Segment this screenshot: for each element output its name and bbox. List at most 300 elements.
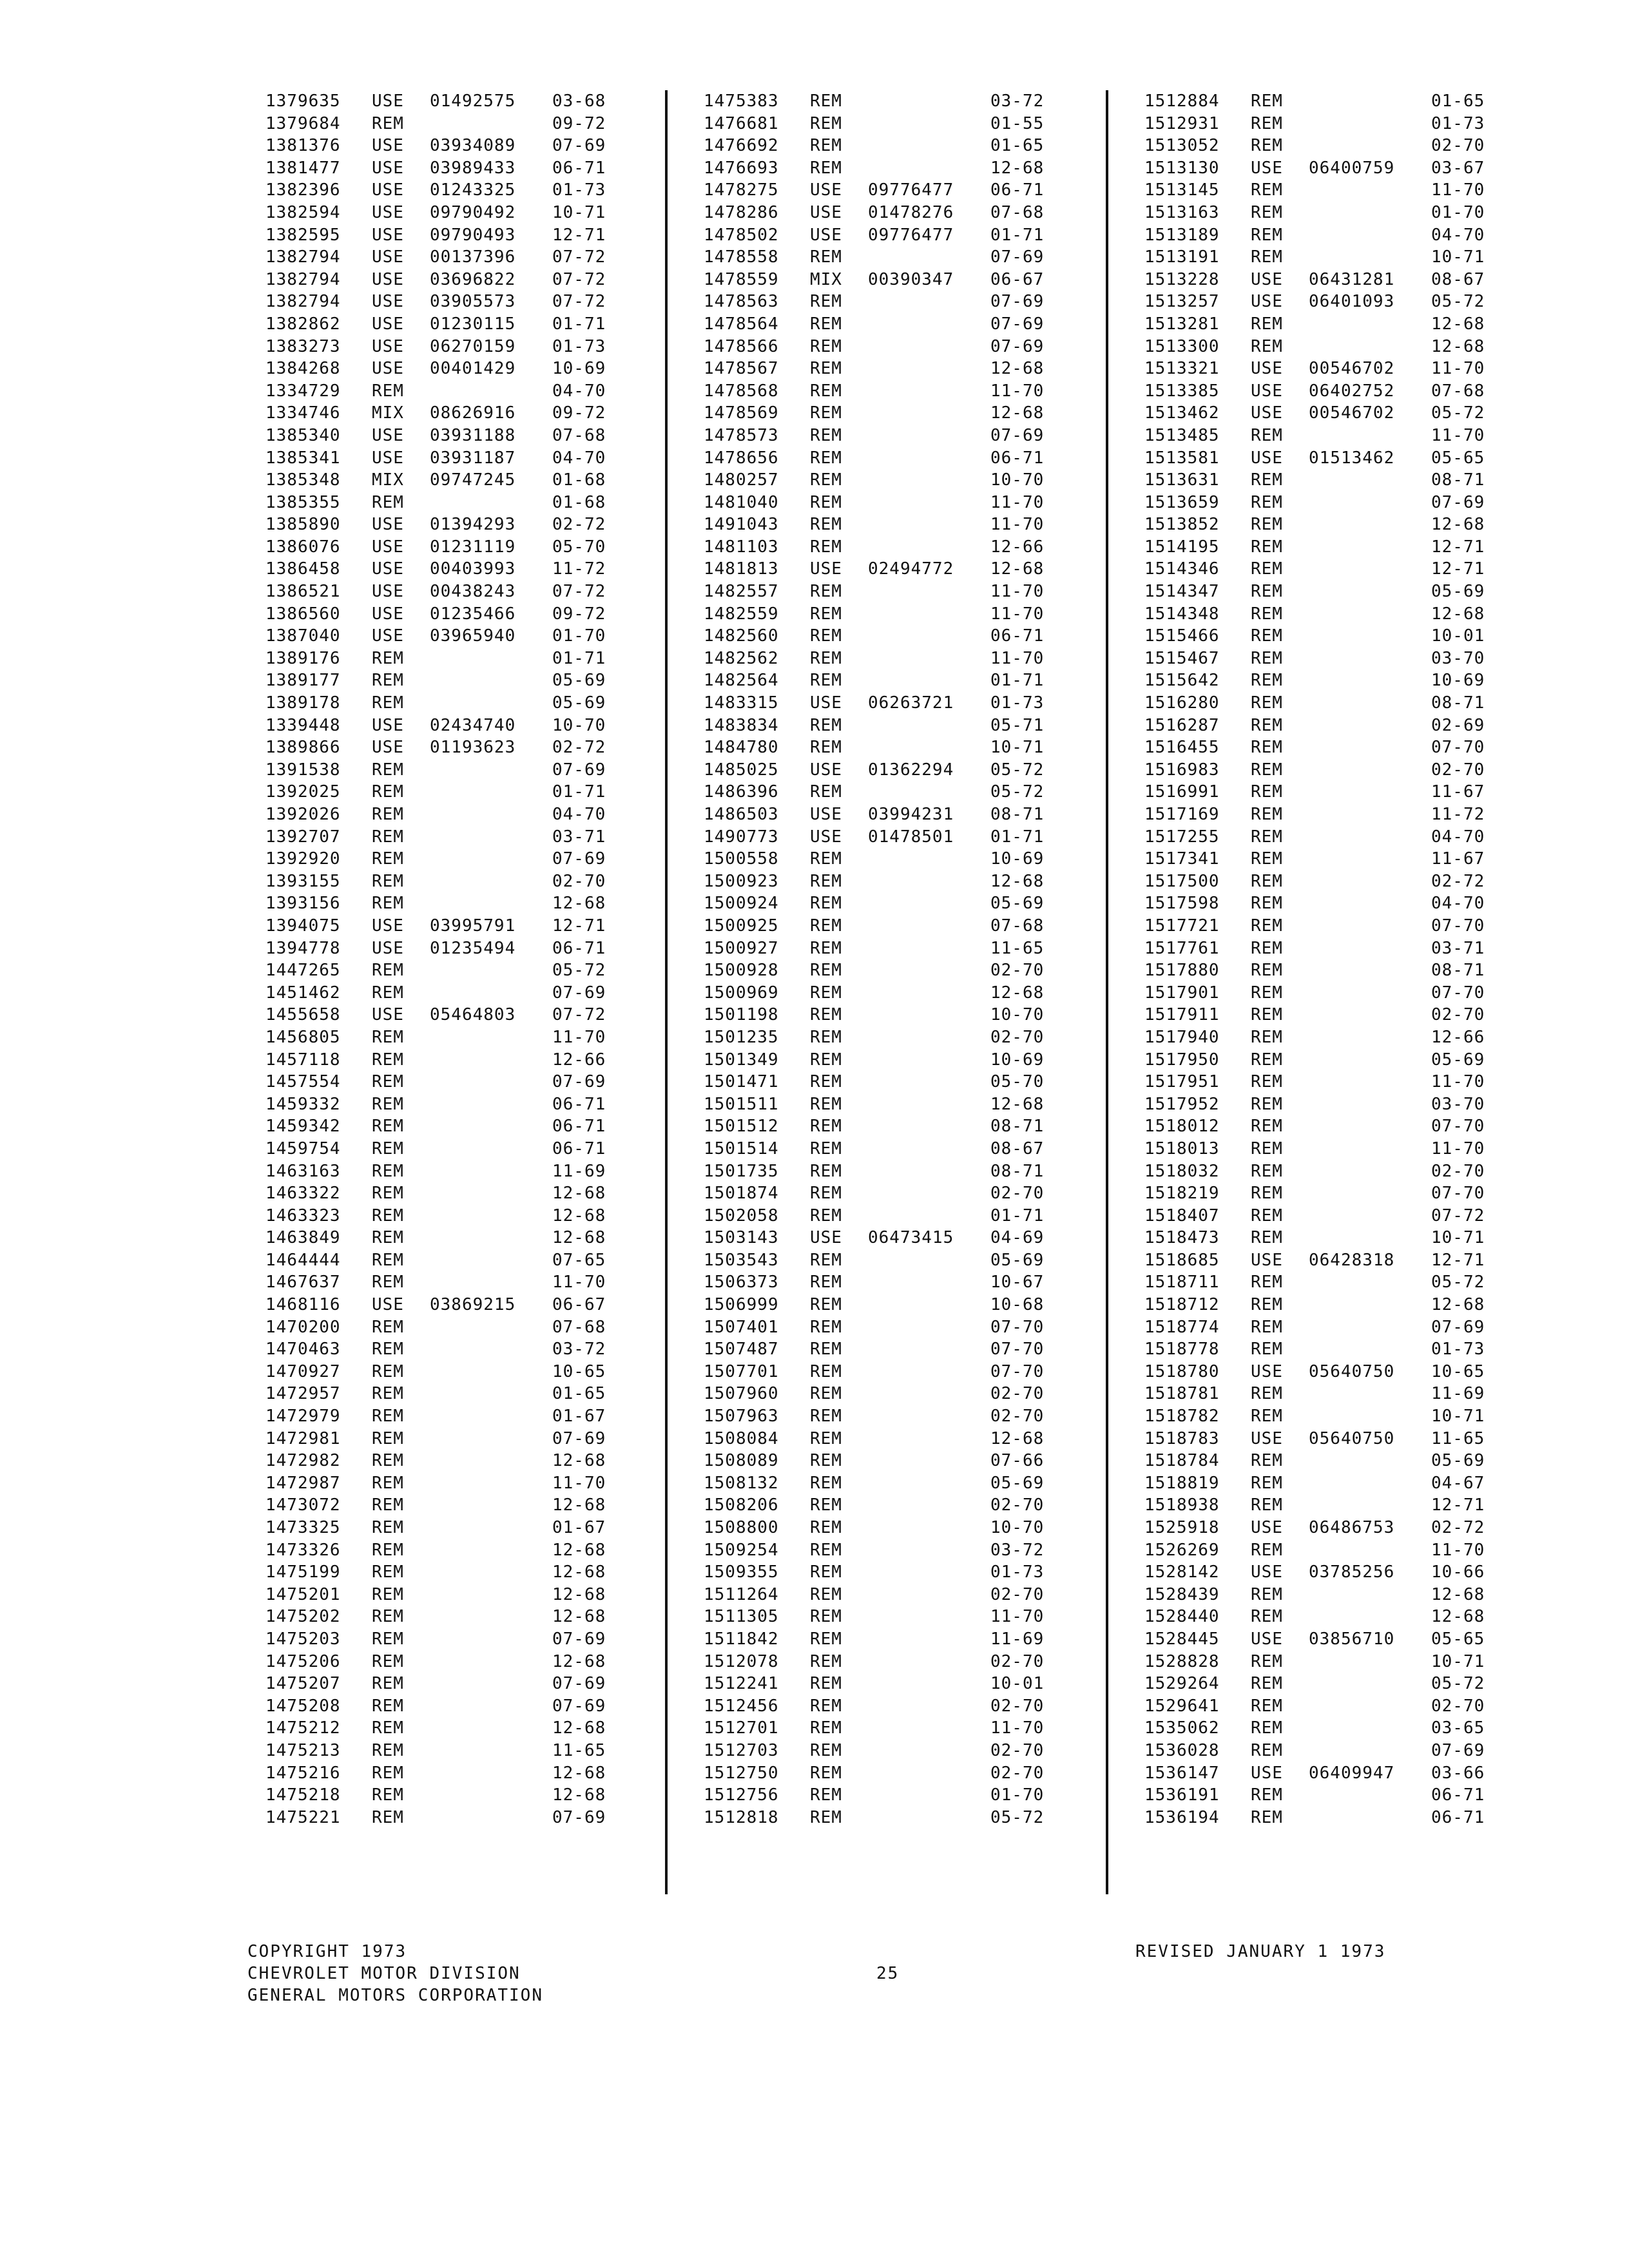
date-code: 08-71: [1431, 961, 1485, 981]
part-number: 1478569: [704, 403, 779, 423]
part-number: 1478573: [704, 425, 779, 445]
date-code: 06-67: [552, 1295, 606, 1315]
status-code: REM: [810, 113, 842, 133]
date-code: 07-69: [1431, 492, 1485, 512]
status-code: REM: [810, 1050, 842, 1070]
table-row: [265, 313, 678, 336]
part-number: 1478567: [704, 359, 779, 379]
replacement-part: 01193623: [430, 738, 516, 758]
part-number: 1478566: [704, 336, 779, 356]
table-row: [1144, 246, 1557, 269]
date-code: 05-72: [990, 782, 1045, 802]
status-code: REM: [372, 871, 404, 891]
status-code: REM: [810, 1206, 842, 1225]
part-number: 1518012: [1144, 1117, 1220, 1137]
status-code: REM: [372, 1228, 404, 1248]
part-number: 1394778: [265, 938, 341, 958]
status-code: REM: [810, 247, 842, 267]
status-code: REM: [1251, 582, 1283, 602]
part-number: 1491043: [704, 515, 779, 535]
date-code: 07-69: [552, 136, 606, 156]
date-code: 12-66: [1431, 1027, 1485, 1047]
date-code: 02-70: [990, 1384, 1045, 1404]
table-row: [1144, 1584, 1557, 1606]
status-code: USE: [810, 225, 842, 245]
status-code: REM: [1251, 983, 1283, 1003]
part-number: 1455658: [265, 1005, 341, 1025]
status-code: REM: [810, 336, 842, 356]
status-code: REM: [372, 381, 404, 401]
status-code: REM: [1251, 693, 1283, 713]
table-row: [1144, 759, 1557, 782]
status-code: USE: [1251, 292, 1283, 312]
status-code: REM: [1251, 180, 1283, 200]
table-row: [1144, 1026, 1557, 1049]
date-code: 02-70: [990, 1763, 1045, 1783]
status-code: USE: [1251, 1250, 1283, 1270]
part-number: 1518774: [1144, 1317, 1220, 1337]
date-code: 07-72: [552, 269, 606, 289]
table-row: [704, 135, 1116, 157]
part-number: 1478564: [704, 314, 779, 334]
part-number: 1513852: [1144, 515, 1220, 535]
replacement-part: 03905573: [430, 292, 516, 312]
part-number: 1383273: [265, 336, 341, 356]
table-row: [1144, 1606, 1557, 1628]
date-code: 05-72: [990, 760, 1045, 780]
date-code: 02-70: [1431, 760, 1485, 780]
table-row: [704, 982, 1116, 1004]
status-code: REM: [1251, 1094, 1283, 1114]
status-code: REM: [372, 1540, 404, 1560]
part-number: 1486503: [704, 805, 779, 824]
date-code: 12-68: [990, 1094, 1045, 1114]
replacement-part: 03869215: [430, 1295, 516, 1315]
table-row: [265, 1628, 678, 1651]
status-code: USE: [372, 448, 404, 468]
date-code: 10-66: [1431, 1562, 1485, 1582]
status-code: REM: [1251, 470, 1283, 490]
table-row: [704, 425, 1116, 447]
table-row: [265, 581, 678, 603]
date-code: 11-69: [552, 1161, 606, 1181]
part-number: 1481813: [704, 559, 779, 579]
part-number: 1463163: [265, 1161, 341, 1181]
column-divider-1: [665, 90, 668, 1894]
status-code: USE: [372, 626, 404, 646]
table-row: [265, 291, 678, 313]
part-number: 1470200: [265, 1317, 341, 1337]
part-number: 1475213: [265, 1740, 341, 1760]
part-number: 1480257: [704, 470, 779, 490]
date-code: 04-67: [1431, 1473, 1485, 1493]
date-code: 11-65: [990, 938, 1045, 958]
column-divider-2: [1106, 90, 1108, 1894]
status-code: USE: [372, 559, 404, 579]
table-row: [265, 1383, 678, 1405]
status-code: REM: [372, 1785, 404, 1805]
table-row: [704, 892, 1116, 915]
date-code: 12-71: [1431, 537, 1485, 557]
status-code: REM: [810, 1607, 842, 1627]
status-code: REM: [810, 1273, 842, 1293]
part-number: 1502058: [704, 1206, 779, 1225]
status-code: REM: [1251, 849, 1283, 869]
table-row: [704, 669, 1116, 692]
table-row: [265, 1717, 678, 1740]
part-number: 1379684: [265, 113, 341, 133]
table-row: [704, 1584, 1116, 1606]
replacement-part: 06409947: [1309, 1763, 1395, 1783]
status-code: REM: [1251, 782, 1283, 802]
part-number: 1529641: [1144, 1696, 1220, 1716]
date-code: 01-70: [1431, 202, 1485, 222]
table-row: [1144, 336, 1557, 358]
status-code: REM: [1251, 1407, 1283, 1427]
table-row: [704, 1673, 1116, 1695]
status-code: REM: [1251, 671, 1283, 691]
table-row: [265, 1450, 678, 1472]
table-row: [1144, 380, 1557, 403]
table-row: [1144, 447, 1557, 470]
part-number: 1513631: [1144, 470, 1220, 490]
status-code: USE: [810, 1228, 842, 1248]
table-row: [265, 1004, 678, 1026]
status-code: REM: [810, 91, 842, 111]
date-code: 11-70: [1431, 1072, 1485, 1092]
table-row: [704, 380, 1116, 403]
status-code: REM: [1251, 1607, 1283, 1627]
date-code: 07-70: [1431, 1117, 1485, 1137]
date-code: 02-70: [990, 1584, 1045, 1604]
status-code: USE: [372, 292, 404, 312]
part-number: 1385348: [265, 470, 341, 490]
part-number: 1512703: [704, 1740, 779, 1760]
status-code: REM: [1251, 760, 1283, 780]
status-code: REM: [1251, 1384, 1283, 1404]
table-row: [1144, 1807, 1557, 1829]
replacement-part: 01231119: [430, 537, 516, 557]
table-row: [265, 1138, 678, 1160]
status-code: REM: [372, 1562, 404, 1582]
status-code: REM: [372, 1651, 404, 1671]
status-code: REM: [372, 1407, 404, 1427]
status-code: REM: [810, 938, 842, 958]
date-code: 07-70: [1431, 916, 1485, 936]
table-row: [704, 1606, 1116, 1628]
part-number: 1517500: [1144, 871, 1220, 891]
table-row: [265, 826, 678, 849]
part-number: 1509355: [704, 1562, 779, 1582]
status-code: REM: [810, 1361, 842, 1381]
part-number: 1472957: [265, 1384, 341, 1404]
table-row: [704, 826, 1116, 849]
date-code: 01-73: [1431, 113, 1485, 133]
status-code: REM: [1251, 492, 1283, 512]
date-code: 12-68: [552, 1651, 606, 1671]
date-code: 07-70: [1431, 1184, 1485, 1204]
part-number: 1478286: [704, 202, 779, 222]
status-code: USE: [372, 425, 404, 445]
date-code: 10-71: [1431, 247, 1485, 267]
status-code: REM: [810, 1317, 842, 1337]
table-row: [704, 536, 1116, 559]
table-row: [1144, 1294, 1557, 1316]
part-number: 1478563: [704, 292, 779, 312]
part-number: 1478275: [704, 180, 779, 200]
part-number: 1385340: [265, 425, 341, 445]
date-code: 07-70: [990, 1340, 1045, 1360]
replacement-part: 09747245: [430, 470, 516, 490]
status-code: REM: [810, 1785, 842, 1805]
table-row: [265, 1494, 678, 1517]
table-row: [1144, 892, 1557, 915]
table-row: [1144, 113, 1557, 135]
status-code: REM: [1251, 1584, 1283, 1604]
date-code: 10-69: [552, 359, 606, 379]
table-row: [704, 179, 1116, 202]
replacement-part: 06431281: [1309, 269, 1395, 289]
status-code: REM: [1251, 961, 1283, 981]
table-row: [1144, 781, 1557, 803]
table-row: [1144, 1071, 1557, 1093]
date-code: 11-70: [990, 582, 1045, 602]
status-code: REM: [372, 805, 404, 824]
table-row: [704, 1651, 1116, 1673]
date-code: 12-68: [552, 1763, 606, 1783]
date-code: 10-71: [990, 738, 1045, 758]
status-code: REM: [1251, 871, 1283, 891]
table-row: [704, 759, 1116, 782]
part-number: 1485025: [704, 760, 779, 780]
part-number: 1483834: [704, 715, 779, 735]
date-code: 03-72: [990, 1540, 1045, 1560]
table-row: [704, 269, 1116, 291]
part-number: 1512701: [704, 1718, 779, 1738]
date-code: 11-72: [552, 559, 606, 579]
table-row: [265, 358, 678, 380]
replacement-part: 05640750: [1309, 1361, 1395, 1381]
table-row: [1144, 648, 1557, 670]
status-code: REM: [810, 782, 842, 802]
table-row: [1144, 558, 1557, 581]
date-code: 04-70: [552, 448, 606, 468]
date-code: 11-70: [552, 1473, 606, 1493]
status-code: REM: [810, 849, 842, 869]
date-code: 12-66: [552, 1050, 606, 1070]
status-code: REM: [810, 492, 842, 512]
table-row: [1144, 1695, 1557, 1718]
part-number: 1517901: [1144, 983, 1220, 1003]
table-row: [1144, 603, 1557, 626]
replacement-part: 03994231: [868, 805, 954, 824]
status-code: REM: [372, 1718, 404, 1738]
status-code: USE: [1251, 403, 1283, 423]
status-code: REM: [372, 1629, 404, 1649]
date-code: 12-68: [1431, 1584, 1485, 1604]
status-code: REM: [372, 1607, 404, 1627]
status-code: REM: [372, 1740, 404, 1760]
table-row: [1144, 1205, 1557, 1227]
table-row: [704, 1628, 1116, 1651]
table-row: [265, 1316, 678, 1339]
date-code: 02-72: [1431, 871, 1485, 891]
status-code: REM: [810, 1094, 842, 1114]
replacement-part: 03989433: [430, 158, 516, 178]
status-code: REM: [1251, 1718, 1283, 1738]
status-code: USE: [1251, 1428, 1283, 1448]
status-code: REM: [810, 359, 842, 379]
replacement-part: 08626916: [430, 403, 516, 423]
table-row: [1144, 1717, 1557, 1740]
table-row: [1144, 937, 1557, 960]
part-number: 1482562: [704, 648, 779, 668]
status-code: REM: [810, 1562, 842, 1582]
date-code: 05-69: [552, 693, 606, 713]
part-number: 1528142: [1144, 1562, 1220, 1582]
part-number: 1478559: [704, 269, 779, 289]
date-code: 03-70: [1431, 1094, 1485, 1114]
part-number: 1389866: [265, 738, 341, 758]
part-number: 1516455: [1144, 738, 1220, 758]
table-row: [265, 781, 678, 803]
replacement-part: 00401429: [430, 359, 516, 379]
date-code: 04-69: [990, 1228, 1045, 1248]
replacement-part: 06270159: [430, 336, 516, 356]
date-code: 07-69: [552, 1696, 606, 1716]
date-code: 07-70: [990, 1361, 1045, 1381]
date-code: 11-67: [1431, 782, 1485, 802]
replacement-part: 06402752: [1309, 381, 1395, 401]
status-code: USE: [1251, 269, 1283, 289]
date-code: 06-71: [552, 1117, 606, 1137]
table-row: [704, 937, 1116, 960]
status-code: REM: [810, 1696, 842, 1716]
status-code: REM: [372, 492, 404, 512]
status-code: REM: [1251, 515, 1283, 535]
replacement-part: 03696822: [430, 269, 516, 289]
status-code: REM: [1251, 1785, 1283, 1805]
table-row: [265, 1539, 678, 1562]
status-code: REM: [1251, 1027, 1283, 1047]
date-code: 11-70: [990, 648, 1045, 668]
replacement-part: 02434740: [430, 715, 516, 735]
part-number: 1514346: [1144, 559, 1220, 579]
table-row: [265, 1561, 678, 1584]
date-code: 07-68: [552, 425, 606, 445]
part-number: 1482560: [704, 626, 779, 646]
part-number: 1512756: [704, 1785, 779, 1805]
status-code: REM: [1251, 1473, 1283, 1493]
part-number: 1476692: [704, 136, 779, 156]
part-number: 1518685: [1144, 1250, 1220, 1270]
status-code: REM: [810, 1117, 842, 1137]
part-number: 1473326: [265, 1540, 341, 1560]
part-number: 1518938: [1144, 1495, 1220, 1515]
date-code: 03-65: [1431, 1718, 1485, 1738]
table-row: [265, 224, 678, 247]
status-code: REM: [372, 693, 404, 713]
table-row: [704, 648, 1116, 670]
table-row: [1144, 1784, 1557, 1807]
date-code: 01-73: [552, 336, 606, 356]
part-number: 1501471: [704, 1072, 779, 1092]
part-number: 1500924: [704, 894, 779, 914]
table-row: [1144, 157, 1557, 180]
part-number: 1511264: [704, 1584, 779, 1604]
part-number: 1392026: [265, 805, 341, 824]
table-row: [1144, 870, 1557, 893]
table-row: [1144, 514, 1557, 536]
part-number: 1394075: [265, 916, 341, 936]
part-number: 1517761: [1144, 938, 1220, 958]
status-code: REM: [1251, 1540, 1283, 1560]
part-number: 1387040: [265, 626, 341, 646]
part-number: 1501235: [704, 1027, 779, 1047]
date-code: 07-68: [990, 916, 1045, 936]
part-number: 1475212: [265, 1718, 341, 1738]
status-code: REM: [1251, 1072, 1283, 1092]
table-row: [265, 959, 678, 982]
status-code: REM: [810, 738, 842, 758]
part-number: 1529264: [1144, 1674, 1220, 1694]
status-code: REM: [1251, 225, 1283, 245]
table-row: [1144, 1472, 1557, 1495]
part-number: 1459332: [265, 1094, 341, 1114]
date-code: 12-66: [990, 537, 1045, 557]
date-code: 12-68: [1431, 515, 1485, 535]
table-row: [265, 1115, 678, 1138]
status-code: USE: [372, 91, 404, 111]
status-code: REM: [1251, 938, 1283, 958]
date-code: 12-68: [990, 983, 1045, 1003]
part-number: 1516280: [1144, 693, 1220, 713]
part-number: 1512241: [704, 1674, 779, 1694]
table-row: [1144, 692, 1557, 715]
table-row: [704, 1115, 1116, 1138]
status-code: REM: [1251, 1005, 1283, 1025]
status-code: REM: [1251, 715, 1283, 735]
date-code: 09-72: [552, 113, 606, 133]
date-code: 12-68: [552, 1785, 606, 1805]
date-code: 11-70: [990, 492, 1045, 512]
replacement-part: 09776477: [868, 180, 954, 200]
table-row: [704, 1472, 1116, 1495]
table-row: [704, 692, 1116, 715]
date-code: 10-68: [990, 1295, 1045, 1315]
part-number: 1382595: [265, 225, 341, 245]
part-number: 1381477: [265, 158, 341, 178]
status-code: USE: [372, 537, 404, 557]
table-row: [265, 1651, 678, 1673]
table-row: [265, 1338, 678, 1361]
table-row: [704, 1762, 1116, 1785]
status-code: REM: [810, 871, 842, 891]
part-number: 1507963: [704, 1407, 779, 1427]
part-number: 1482564: [704, 671, 779, 691]
date-code: 11-65: [552, 1740, 606, 1760]
date-code: 05-65: [1431, 448, 1485, 468]
status-code: USE: [810, 693, 842, 713]
table-row: [704, 1071, 1116, 1093]
status-code: REM: [1251, 916, 1283, 936]
replacement-part: 01230115: [430, 314, 516, 334]
status-code: REM: [810, 1384, 842, 1404]
date-code: 12-68: [552, 1584, 606, 1604]
part-number: 1507701: [704, 1361, 779, 1381]
part-number: 1515642: [1144, 671, 1220, 691]
table-row: [1144, 848, 1557, 870]
